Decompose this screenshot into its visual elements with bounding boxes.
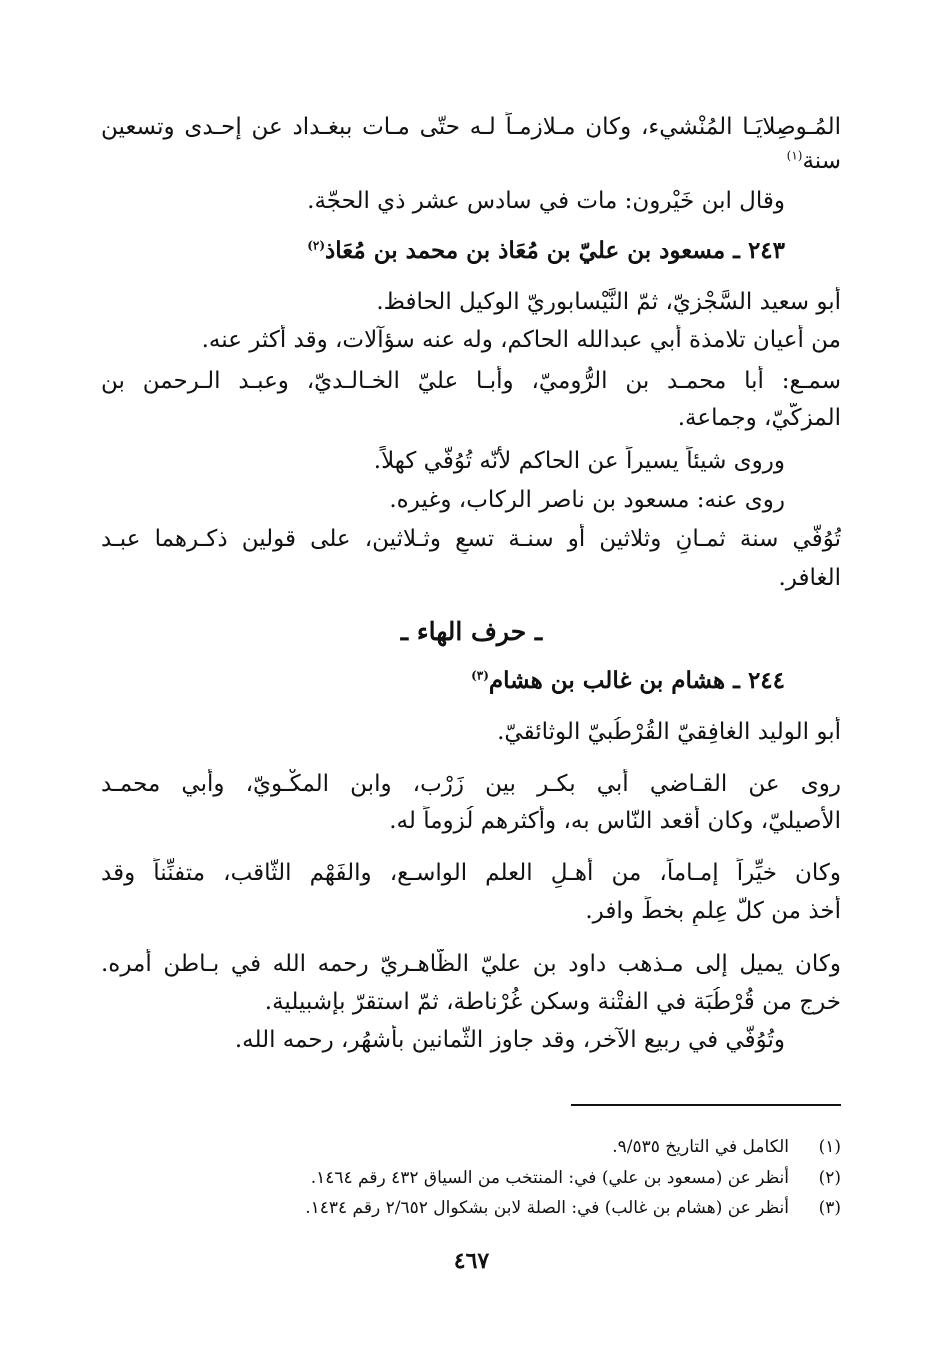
footnote-marker: (٢) — [307, 238, 326, 253]
footnote-number: (١) — [818, 1137, 841, 1157]
entry-title: ٢٤٤ ـ هشام بن غالب بن هشام — [488, 667, 785, 694]
text-line: وكان يميل إلى مـذهب داود بن عليّ الظّاهـريّ رحمه الله في بـاطن أمره. — [101, 951, 841, 977]
footnote-marker: (١) — [786, 148, 803, 163]
footnote — [101, 1196, 841, 1220]
footnote-number: (٢) — [818, 1168, 841, 1188]
text-line: روى عن القـاضي أبي بكـر بين زَرْب، وابن المكْـويّ، وأبي محمـد — [101, 771, 841, 797]
footnote-number: (٣) — [818, 1198, 841, 1218]
text-line: وتُوُفّي في ربيع الآخر، وقد جاوز الثّمانين بأشهُر، رحمه الله. — [234, 1027, 785, 1053]
footnote-marker: (٣) — [471, 668, 489, 683]
entry-title: ٢٤٣ ـ مسعود بن عليّ بن مُعَاذ بن محمد بن مُعَاذ — [325, 237, 785, 264]
text-line: أبو الوليد الغافِقيّ القُرْطُبيّ الوثائقيّ. — [497, 719, 841, 745]
text-line: أبو سعيد السَّجْزيّ، ثمّ النَّيْسابوريّ الوكيل الحافظ. — [376, 289, 841, 315]
footnote — [101, 1135, 841, 1159]
text-line: وقال ابن خَيْرون: مات في سادس عشر ذي الحجّة. — [307, 188, 785, 214]
footnote-divider — [571, 1104, 841, 1106]
footnote-text: الكامل في التاريخ ٩/٥٣٥. — [612, 1137, 789, 1157]
text-line: الأصيليّ، وكان أقعد النّاس به، وأكثرهم لُزوماً له. — [389, 808, 841, 834]
text-line: الغافر. — [778, 565, 841, 591]
text-line: وكان خيِّراً إمـاماً، من أهـلِ العلم الواسـع، والفَهْم الثّاقب، متفنِّناً وقد — [101, 860, 841, 886]
entry-heading-244 — [101, 666, 785, 696]
text-line: وروى شيئاً يسيراً عن الحاكم لأنّه تُوُفّي كهلاً. — [373, 448, 785, 474]
text-line: روى عنه: مسعود بن ناصر الركاب، وغيره. — [389, 487, 785, 513]
entry-heading-243 — [101, 236, 785, 266]
text-line: المُـوصِلايَـا المُنْشيء، وكان مـلازمـاً لـه حتّى مـات ببغـداد عن إحـدى وتسعين — [101, 114, 841, 140]
text-line — [101, 146, 841, 176]
text-line: خرج من قُرْطُبَة في الفتْنة وسكن غُرْناطة، ثمّ استقرّ بإشبيلية. — [264, 989, 841, 1015]
page-number: ٤٦٧ — [453, 1248, 490, 1274]
footnote-text: أنظر عن (مسعود بن علي) في: المنتخب من السياق ٤٣٢ رقم ١٤٦٤. — [310, 1168, 789, 1188]
text-line: تُوُفّي سنة ثمـانٍ وثلاثين أو سنـة تسعٍ وثـلاثين، على قولين ذكـرهما عبـد — [101, 526, 841, 552]
text-span: سنة — [802, 148, 841, 174]
text-line: المزكّيّ، وجماعة. — [677, 405, 841, 431]
text-line: سمـع: أبا محمـد بن الرُّوميّ، وأبـا عليّ الخـالـديّ، وعبـد الـرحمن بن — [101, 368, 841, 394]
section-heading: ـ حرف الهاء ـ — [400, 617, 543, 646]
text-line: أخذ من كلّ عِلمٍ بخطٍّ وافر. — [585, 898, 841, 924]
text-line: من أعيان تلامذة أبي عبدالله الحاكم، وله عنه سؤآلات، وقد أكثر عنه. — [201, 327, 841, 353]
footnote — [101, 1166, 841, 1190]
footnote-text: أنظر عن (هشام بن غالب) في: الصلة لابن بشكوال ٢/٦٥٢ رقم ١٤٣٤. — [305, 1198, 789, 1218]
